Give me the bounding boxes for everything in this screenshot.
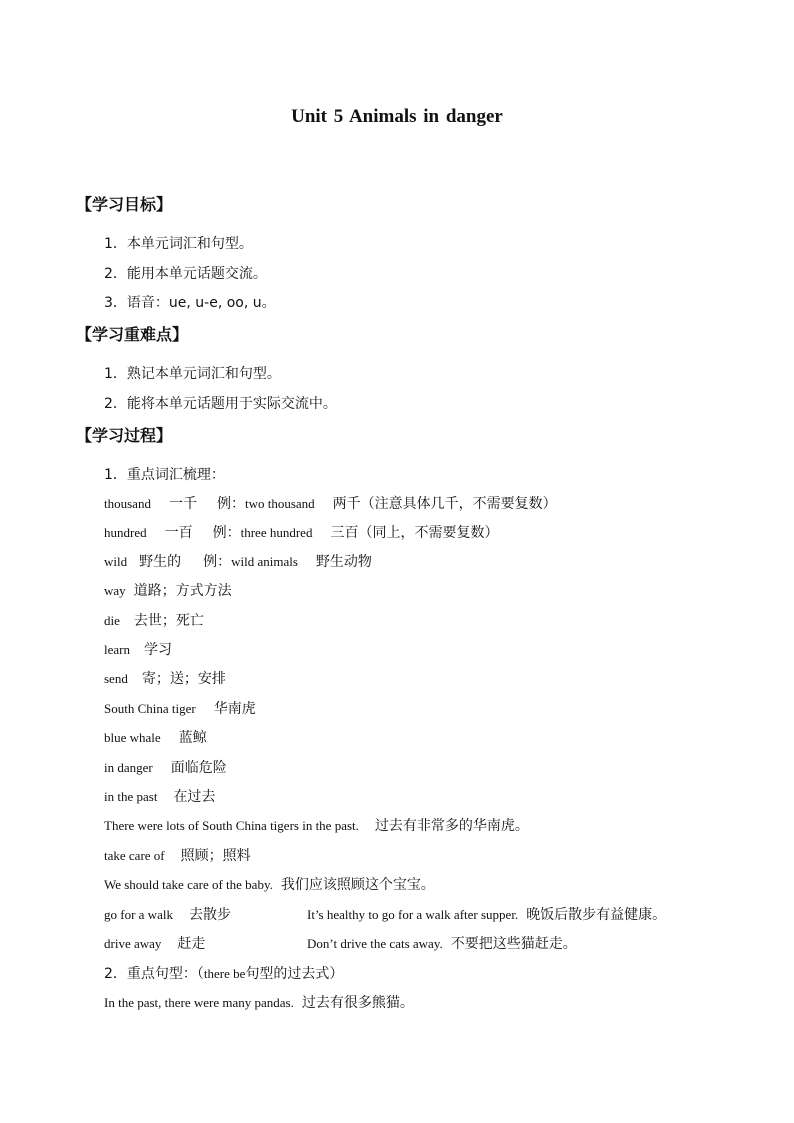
example-meaning: 三百（同上，不需要复数） [330,525,499,541]
vocab-meaning: 蓝鲸 [178,730,207,746]
example-sentence: There were lots of South China tigers in the past. [104,818,359,833]
vocab-meaning: 去散步 [188,907,231,923]
sentence-title-pre: 2．重点句型：（ [104,966,204,982]
vocab-word: take care of [104,848,165,863]
example-label: 例： [203,554,232,570]
vocab-meaning: 照顾；照料 [180,848,251,864]
vocab-row [104,493,557,513]
vocab-row [104,815,529,835]
example-label: 例： [212,525,241,541]
vocab-row [104,551,372,571]
vocab-row [104,639,172,659]
vocab-word: South China tiger [104,701,196,716]
vocab-meaning: 一千 [168,496,197,512]
vocab-row [104,757,227,777]
vocab-meaning: 在过去 [173,789,216,805]
example-label: 例： [216,496,245,512]
example-sentence-cn: 过去有非常多的华南虎。 [374,818,529,834]
vocab-row [104,786,215,806]
example-phrase: three hundred [240,525,313,540]
key-sentence-row [104,992,414,1012]
example-sentence: We should take care of the baby. [104,877,273,892]
vocab-meaning: 野生的 [139,554,182,570]
vocab-meaning: 寄；送；安排 [141,671,226,687]
section-heading-key-points: 【学习重难点】 [76,325,189,344]
example-sentence: It’s healthy to go for a walk after supper. [307,907,519,922]
sentence-title [104,963,343,983]
page-title: Unit 5 Animals in danger [291,106,503,127]
vocab-row [104,668,226,688]
vocab-word: learn [104,642,130,657]
example-sentence-cn: 不要把这些猫赶走。 [450,936,577,952]
vocab-row [104,904,784,924]
vocab-word: drive away [104,936,162,951]
vocab-word: hundred [104,525,147,540]
goal-item: 2．能用本单元话题交流。 [104,266,267,282]
example-sentence: Don’t drive the cats away. [307,936,443,951]
vocab-word: in danger [104,760,153,775]
vocab-word: die [104,613,120,628]
vocab-word: blue whale [104,730,161,745]
vocab-meaning: 赶走 [177,936,206,952]
vocab-meaning: 道路；方式方法 [133,583,232,599]
example-phrase: two thousand [244,496,315,511]
key-sentence-cn: 过去有很多熊猫。 [301,995,414,1011]
example-meaning: 两千（注意具体几千，不需要复数） [332,496,557,512]
vocab-row [104,933,784,953]
sentence-title-post: 句型的过去式） [245,966,344,982]
key-point-item: 2．能将本单元话题用于实际交流中。 [104,396,337,412]
section-heading-goals: 【学习目标】 [76,195,173,214]
vocab-word: in the past [104,789,158,804]
goal-item: 3．语音：ue, u-e, oo, u。 [104,295,276,311]
vocab-meaning: 面临危险 [170,760,227,776]
example-phrase: wild animals [231,554,298,569]
key-sentence-en: In the past, there were many pandas. [104,995,294,1010]
vocab-word: go for a walk [104,907,173,922]
vocab-title: 1．重点词汇梳理： [104,467,225,483]
example-sentence-cn: 我们应该照顾这个宝宝。 [280,877,435,893]
vocab-meaning: 一百 [164,525,193,541]
vocab-row [104,522,498,542]
vocab-word: send [104,671,128,686]
vocab-meaning: 去世；死亡 [133,613,204,629]
example-sentence-cn: 晚饭后散步有益健康。 [526,907,667,923]
vocab-word: way [104,583,126,598]
key-point-item: 1．熟记本单元词汇和句型。 [104,366,281,382]
vocab-word: thousand [104,496,151,511]
vocab-meaning: 华南虎 [213,701,256,717]
example-meaning: 野生动物 [315,554,372,570]
vocab-row [104,610,204,630]
vocab-meaning: 学习 [143,642,172,658]
vocab-row [104,580,232,600]
vocab-word: wild [104,554,128,569]
vocab-row [104,874,435,894]
vocab-row [104,845,251,865]
sentence-title-en: there be [203,966,246,981]
vocab-row [104,698,256,718]
goal-item: 1．本单元词汇和句型。 [104,236,253,252]
vocab-row [104,727,207,747]
section-heading-process: 【学习过程】 [76,426,173,445]
